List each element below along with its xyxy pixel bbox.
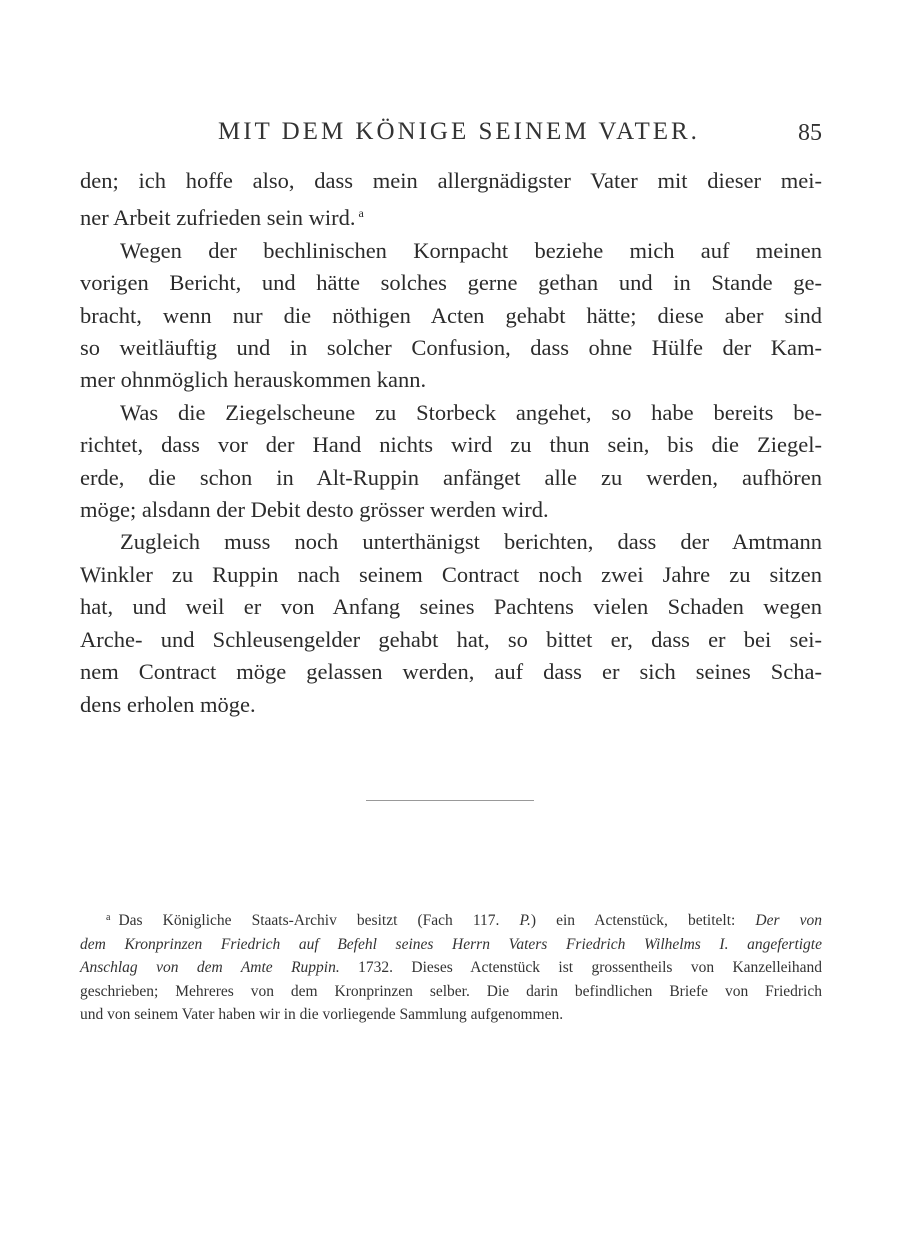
- text-line: erde, die schon in Alt-Ruppin anfänget alle zu werden, aufhören: [80, 464, 822, 490]
- text-line: so weitläuftig und in solcher Confusion, dass ohne Hülfe der Kam-: [80, 335, 822, 361]
- text-line: hat, und weil er von Anfang seines Pachtens vielen Schaden wegen: [80, 594, 822, 620]
- paragraph-2: [80, 235, 822, 397]
- text-line: richtet, dass vor der Hand nichts wird zu thun sein, bis die Ziegel-: [80, 432, 822, 458]
- text-line: ner Arbeit zufrieden sein wird. $^a$: [80, 205, 364, 231]
- text-line: Arche- und Schleusengelder gehabt hat, so bittet er, dass er bei sei-: [80, 626, 822, 652]
- text-line: möge; alsdann der Debit desto grösser werden wird.: [80, 497, 549, 523]
- text-line: den; ich hoffe also, dass mein allergnädigster Vater mit dieser mei-: [80, 168, 822, 193]
- text-line: Zugleich muss noch unterthänigst berichten, dass der Amtmann: [120, 529, 822, 555]
- page-number: 85: [798, 120, 822, 146]
- page-header: [80, 118, 822, 154]
- paragraph-4: [80, 526, 822, 720]
- section-divider: [366, 800, 534, 801]
- text-line: Wegen der bechlinischen Kornpacht beziehe mich auf meinen: [120, 237, 822, 263]
- text-line: Was die Ziegelscheune zu Storbeck angehet, so habe bereits be-: [120, 399, 822, 425]
- text-line: bracht, wenn nur die nöthigen Acten gehabt hätte; diese aber sind: [80, 302, 822, 328]
- footnote-reference: a: [358, 206, 364, 221]
- paragraph-1: [80, 165, 822, 235]
- footnote-line: $^a$ Das Königliche Staats-Archiv besitzt (Fach 117. P.) ein Actenstück, betitelt: Der von: [106, 912, 822, 929]
- text-line: dens erholen möge.: [80, 691, 256, 717]
- text-line: vorigen Bericht, und hätte solches gerne gethan und in Stande ge-: [80, 270, 822, 296]
- paragraph-3: [80, 397, 822, 527]
- text-line: nem Contract möge gelassen werden, auf dass er sich seines Scha-: [80, 659, 822, 685]
- footnote-line: dem Kronprinzen Friedrich auf Befehl seines Herrn Vaters Friedrich Wilhelms I. angefertigte: [80, 935, 822, 953]
- text-line: mer ohnmöglich herauskommen kann.: [80, 367, 427, 393]
- footnote-line: und von seinem Vater haben wir in die vorliegende Sammlung aufgenommen.: [80, 1006, 564, 1023]
- running-title: MIT DEM KÖNIGE SEINEM VATER.: [218, 118, 700, 145]
- footnote-mark: a: [106, 912, 111, 923]
- text-line: Winkler zu Ruppin nach seinem Contract noch zwei Jahre zu sitzen: [80, 561, 822, 587]
- footnote-line: geschrieben; Mehreres von dem Kronprinzen selber. Die darin befindlichen Briefe von Friedrich: [80, 982, 822, 1000]
- footnote-line: Anschlag von dem Amte Ruppin. 1732. Dieses Actenstück ist grossentheils von Kanzelleihand: [80, 959, 822, 976]
- footnote: [80, 906, 822, 1027]
- main-text: [80, 165, 822, 721]
